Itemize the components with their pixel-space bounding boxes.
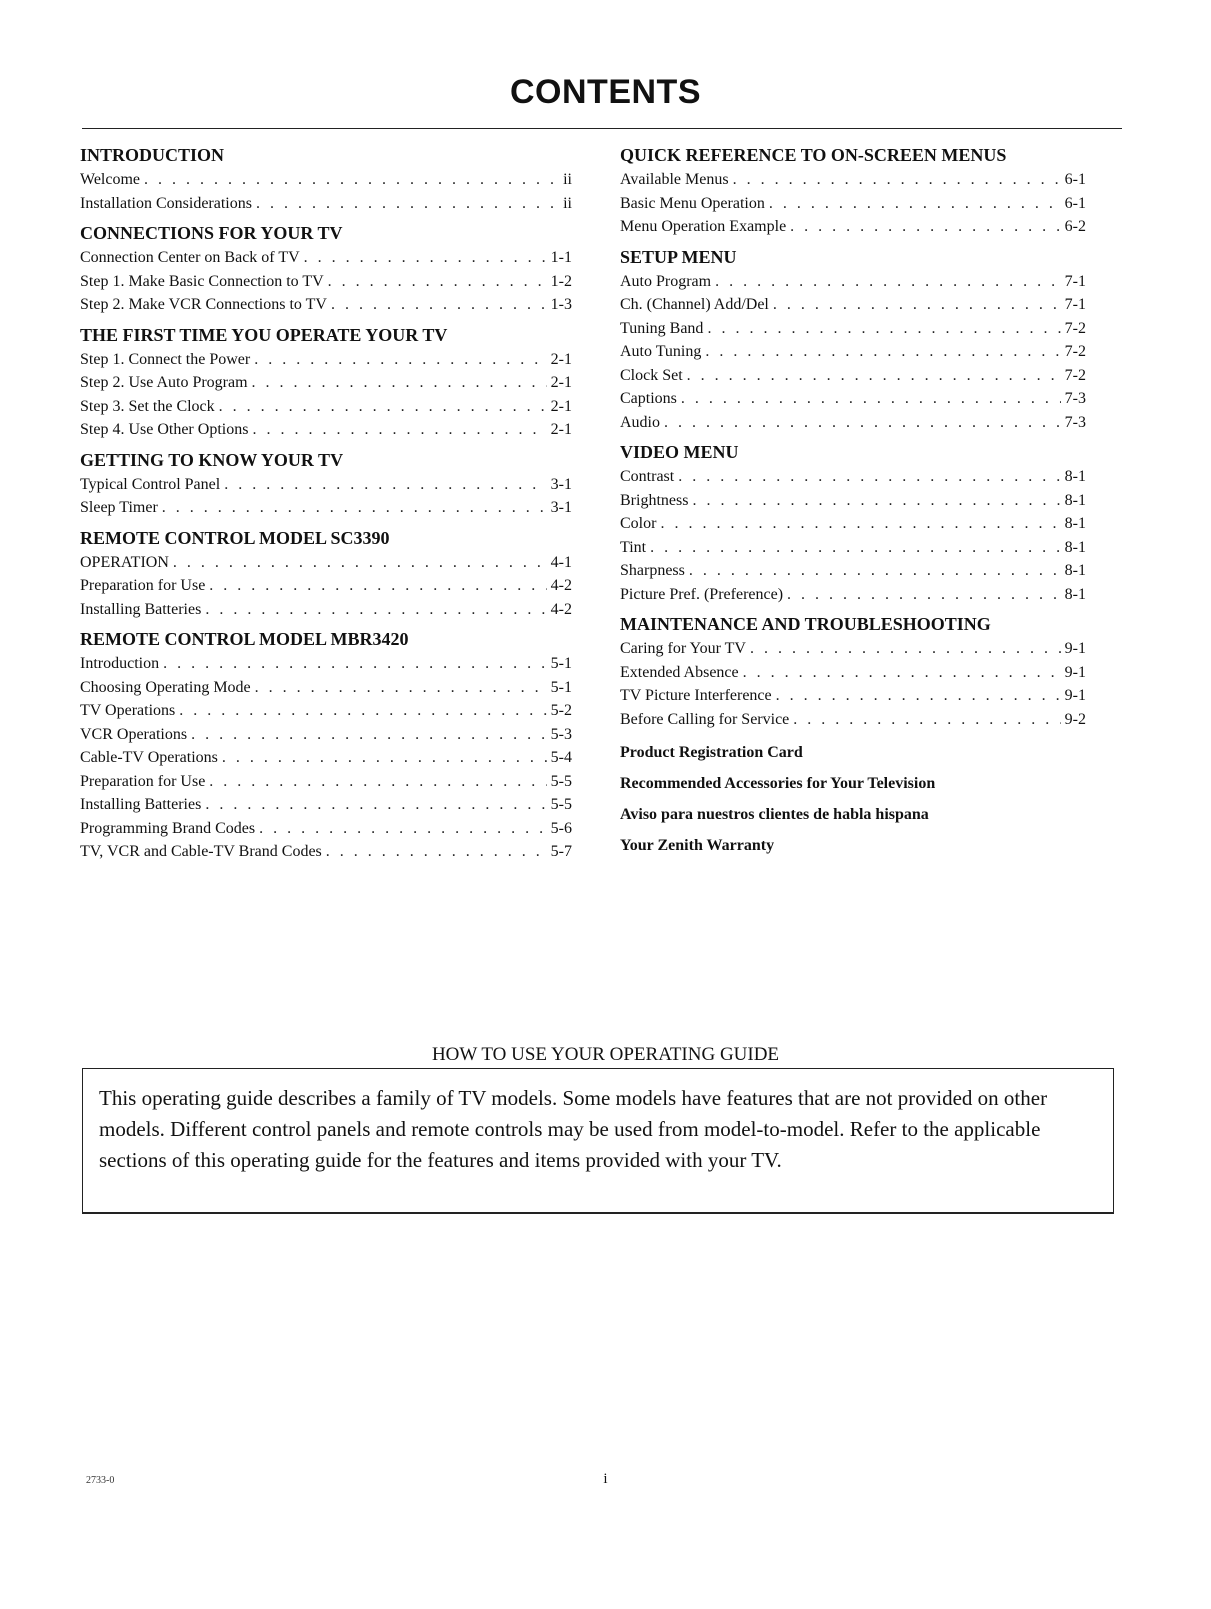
dot-leader <box>304 246 547 270</box>
entry-page: 5-5 <box>550 796 572 813</box>
section-heading: VIDEO MENU <box>620 442 739 462</box>
dot-leader <box>678 465 1060 489</box>
entry-label: Basic Menu Operation <box>620 194 765 212</box>
entry-label: Installing Batteries <box>80 600 202 618</box>
dot-leader <box>705 340 1060 364</box>
dot-leader <box>793 708 1060 732</box>
entry-label: Step 2. Make VCR Connections to TV <box>80 296 327 313</box>
entry-label: Ch. (Channel) Add/Del <box>620 296 769 313</box>
dot-leader <box>743 661 1061 685</box>
entry-page: 5-5 <box>550 772 572 790</box>
dot-leader <box>790 215 1061 239</box>
section-heading: REMOTE CONTROL MODEL SC3390 <box>80 527 390 548</box>
entry-label: Step 1. Make Basic Connection to TV <box>80 272 324 290</box>
dot-leader <box>209 770 546 794</box>
entry-label: Captions <box>620 390 677 407</box>
dot-leader <box>776 684 1061 708</box>
entry-page: 8-1 <box>1064 585 1086 603</box>
entry-page: 8-1 <box>1064 515 1086 532</box>
toc-entry <box>620 489 1086 513</box>
section-heading: SETUP MENU <box>620 246 737 267</box>
entry-label: Caring for Your TV <box>620 640 746 657</box>
document-code: 2733-0 <box>86 1475 115 1486</box>
toc-entry <box>620 465 1086 489</box>
extra-item: Aviso para nuestros clientes de habla hispana <box>620 806 929 823</box>
entry-page: 3-1 <box>550 499 572 516</box>
toc-entry <box>80 793 572 817</box>
toc-entry <box>620 192 1086 216</box>
entry-label: Sharpness <box>620 562 685 579</box>
entry-page: 6-1 <box>1064 194 1086 212</box>
toc-entry <box>620 708 1086 732</box>
section-heading: QUICK REFERENCE TO ON-SCREEN MENUS <box>620 145 1007 165</box>
entry-label: Preparation for Use <box>80 577 206 594</box>
entry-label: Step 3. Set the Clock <box>80 397 215 415</box>
dot-leader <box>733 168 1061 192</box>
toc-right-column <box>620 143 1086 861</box>
dot-leader <box>331 293 547 317</box>
dot-leader <box>205 598 546 622</box>
dot-leader <box>750 637 1061 661</box>
entry-label: Menu Operation Example <box>620 218 787 235</box>
entry-page: 2-1 <box>550 374 572 391</box>
entry-page: 7-2 <box>1064 319 1086 337</box>
toc-entry <box>620 340 1086 364</box>
entry-label: Tuning Band <box>620 319 704 337</box>
toc-section <box>80 627 572 864</box>
dot-leader <box>681 387 1061 411</box>
section-heading: REMOTE CONTROL MODEL MBR3420 <box>80 629 409 649</box>
dot-leader <box>328 270 547 294</box>
dot-leader <box>163 652 547 676</box>
toc-entry <box>80 293 572 317</box>
entry-label: OPERATION <box>80 553 169 571</box>
entry-label: Installation Considerations <box>80 194 252 212</box>
entry-page: 2-1 <box>550 397 572 415</box>
dot-leader <box>650 536 1061 560</box>
toc-entry <box>80 770 572 794</box>
toc-entry <box>620 559 1086 583</box>
dot-leader <box>664 411 1061 435</box>
toc-entry <box>620 512 1086 536</box>
dot-leader <box>689 559 1061 583</box>
entry-page: 8-1 <box>1064 491 1086 509</box>
toc-entry <box>620 293 1086 317</box>
guide-heading: HOW TO USE YOUR OPERATING GUIDE <box>431 1044 780 1065</box>
entry-label: Color <box>620 515 657 532</box>
entry-label: Auto Program <box>620 272 712 290</box>
entry-label: Connection Center on Back of TV <box>80 249 300 266</box>
entry-label: Clock Set <box>620 366 683 384</box>
toc-entry <box>80 395 572 419</box>
guide-box <box>82 1068 1114 1214</box>
entry-label: Welcome <box>80 171 141 188</box>
entry-label: Brightness <box>620 491 689 509</box>
entry-page: 8-1 <box>1064 562 1086 579</box>
toc-entry <box>80 652 572 676</box>
dot-leader <box>773 293 1061 317</box>
toc-entry <box>80 840 572 864</box>
entry-label: Typical Control Panel <box>80 475 221 493</box>
entry-label: Cable-TV Operations <box>80 749 218 766</box>
toc-section <box>620 612 1086 731</box>
toc-section <box>620 143 1086 239</box>
dot-leader <box>715 270 1061 294</box>
entry-page: 9-1 <box>1064 640 1086 657</box>
entry-page: 7-2 <box>1064 366 1086 384</box>
dot-leader <box>687 364 1061 388</box>
entry-page: 4-2 <box>550 600 572 618</box>
toc-entry <box>80 168 572 192</box>
dot-leader <box>162 496 547 520</box>
entry-label: Sleep Timer <box>80 499 158 516</box>
entry-page: 5-4 <box>550 749 572 766</box>
section-heading: INTRODUCTION <box>80 145 225 165</box>
toc-entry <box>80 192 572 216</box>
toc-entry <box>620 317 1086 341</box>
extra-item: Recommended Accessories for Your Television <box>620 775 936 792</box>
page-number: i <box>603 1471 608 1487</box>
toc-entry <box>80 699 572 723</box>
entry-label: Extended Absence <box>620 663 739 681</box>
toc-entry <box>620 583 1086 607</box>
toc-entry <box>80 676 572 700</box>
toc-section <box>80 143 572 215</box>
entry-label: Choosing Operating Mode <box>80 678 251 696</box>
entry-page: ii <box>563 194 572 212</box>
dot-leader <box>707 317 1060 341</box>
entry-page: 5-2 <box>550 702 572 719</box>
dot-leader <box>326 840 547 864</box>
entry-label: Auto Tuning <box>620 343 702 360</box>
toc-entry <box>80 574 572 598</box>
entry-page: 7-2 <box>1064 343 1086 360</box>
toc-section <box>80 323 572 442</box>
toc-entry <box>80 348 572 372</box>
entry-label: Before Calling for Service <box>620 710 790 728</box>
entry-page: 5-3 <box>550 725 572 743</box>
toc-entry <box>80 496 572 520</box>
guide-text: This operating guide describes a family of TV models. Some models have features that are not provided on other models. Different control panels and remote controls may be used from model-to-model. Refer to the applicable sections of this operating guide for the features and items provided with your TV. <box>99 1086 1048 1172</box>
toc-entry <box>620 661 1086 685</box>
toc-entry <box>80 551 572 575</box>
entry-page: 2-1 <box>550 350 572 368</box>
entry-page: 6-2 <box>1064 218 1086 235</box>
extra-item: Your Zenith Warranty <box>620 837 775 854</box>
toc-entry <box>80 418 572 442</box>
entry-page: 8-1 <box>1064 538 1086 556</box>
entry-page: 4-2 <box>550 577 572 594</box>
dot-leader <box>256 192 559 216</box>
toc-entry <box>620 637 1086 661</box>
entry-label: Contrast <box>620 468 675 485</box>
entry-label: TV Operations <box>80 702 176 719</box>
entry-page: 7-1 <box>1064 296 1086 313</box>
toc-section <box>620 245 1086 435</box>
toc-entry <box>80 246 572 270</box>
section-heading: THE FIRST TIME YOU OPERATE YOUR TV <box>80 324 448 345</box>
toc-entry <box>80 746 572 770</box>
toc-entry <box>620 536 1086 560</box>
dot-leader <box>224 473 546 497</box>
entry-page: 1-1 <box>550 249 572 266</box>
dot-leader <box>254 348 546 372</box>
entry-label: TV, VCR and Cable-TV Brand Codes <box>80 843 322 860</box>
additional-items <box>620 737 1086 861</box>
toc-entry <box>80 473 572 497</box>
entry-label: Installing Batteries <box>80 796 202 813</box>
dot-leader <box>692 489 1060 513</box>
dot-leader <box>787 583 1061 607</box>
entry-page: 2-1 <box>550 421 572 438</box>
entry-page: 6-1 <box>1064 171 1086 188</box>
section-heading: MAINTENANCE AND TROUBLESHOOTING <box>620 614 991 634</box>
entry-page: 7-3 <box>1064 413 1086 431</box>
dot-leader <box>252 418 546 442</box>
toc-entry <box>620 215 1086 239</box>
entry-label: Tint <box>620 538 647 556</box>
entry-label: Available Menus <box>620 171 729 188</box>
toc-entry <box>620 684 1086 708</box>
toc-entry <box>80 598 572 622</box>
page-title: CONTENTS <box>510 73 701 111</box>
entry-label: Step 2. Use Auto Program <box>80 374 248 391</box>
toc-entry <box>80 270 572 294</box>
entry-page: 9-1 <box>1064 663 1086 681</box>
entry-label: VCR Operations <box>80 725 188 743</box>
toc-entry <box>620 364 1086 388</box>
dot-leader <box>222 746 547 770</box>
entry-label: Introduction <box>80 655 160 672</box>
entry-page: ii <box>563 171 572 188</box>
entry-page: 5-1 <box>550 655 572 672</box>
dot-leader <box>209 574 546 598</box>
entry-label: Preparation for Use <box>80 772 206 790</box>
dot-leader <box>205 793 546 817</box>
toc-section <box>80 526 572 622</box>
entry-page: 9-2 <box>1064 710 1086 728</box>
dot-leader <box>219 395 547 419</box>
dot-leader <box>769 192 1061 216</box>
toc-section <box>620 440 1086 606</box>
entry-page: 4-1 <box>550 553 572 571</box>
entry-page: 3-1 <box>550 475 572 493</box>
entry-page: 7-3 <box>1064 390 1086 407</box>
toc-entry <box>80 723 572 747</box>
toc-entry <box>620 270 1086 294</box>
entry-label: Step 1. Connect the Power <box>80 350 251 368</box>
section-heading: CONNECTIONS FOR YOUR TV <box>80 223 343 243</box>
entry-label: Programming Brand Codes <box>80 819 256 837</box>
section-heading: GETTING TO KNOW YOUR TV <box>80 449 344 470</box>
dot-leader <box>660 512 1060 536</box>
dot-leader <box>179 699 546 723</box>
entry-page: 1-2 <box>550 272 572 290</box>
toc-entry <box>620 411 1086 435</box>
toc-entry <box>620 387 1086 411</box>
dot-leader <box>255 676 547 700</box>
entry-page: 9-1 <box>1064 687 1086 704</box>
entry-page: 5-1 <box>550 678 572 696</box>
entry-page: 5-7 <box>550 843 572 860</box>
entry-label: Audio <box>620 413 660 431</box>
entry-page: 7-1 <box>1064 272 1086 290</box>
toc-section <box>80 448 572 520</box>
toc-entry <box>620 168 1086 192</box>
entry-page: 1-3 <box>550 296 572 313</box>
toc-entry <box>80 371 572 395</box>
dot-leader <box>191 723 547 747</box>
extra-item: Product Registration Card <box>620 744 803 761</box>
toc-entry <box>80 817 572 841</box>
entry-label: Step 4. Use Other Options <box>80 421 249 438</box>
title-divider <box>82 128 1122 129</box>
dot-leader <box>144 168 559 192</box>
dot-leader <box>252 371 547 395</box>
toc-section <box>80 221 572 317</box>
entry-page: 8-1 <box>1064 468 1086 485</box>
toc-left-column <box>80 143 572 870</box>
dot-leader <box>259 817 547 841</box>
entry-label: Picture Pref. (Preference) <box>620 585 784 603</box>
entry-page: 5-6 <box>550 819 572 837</box>
entry-label: TV Picture Interference <box>620 687 772 704</box>
dot-leader <box>173 551 547 575</box>
